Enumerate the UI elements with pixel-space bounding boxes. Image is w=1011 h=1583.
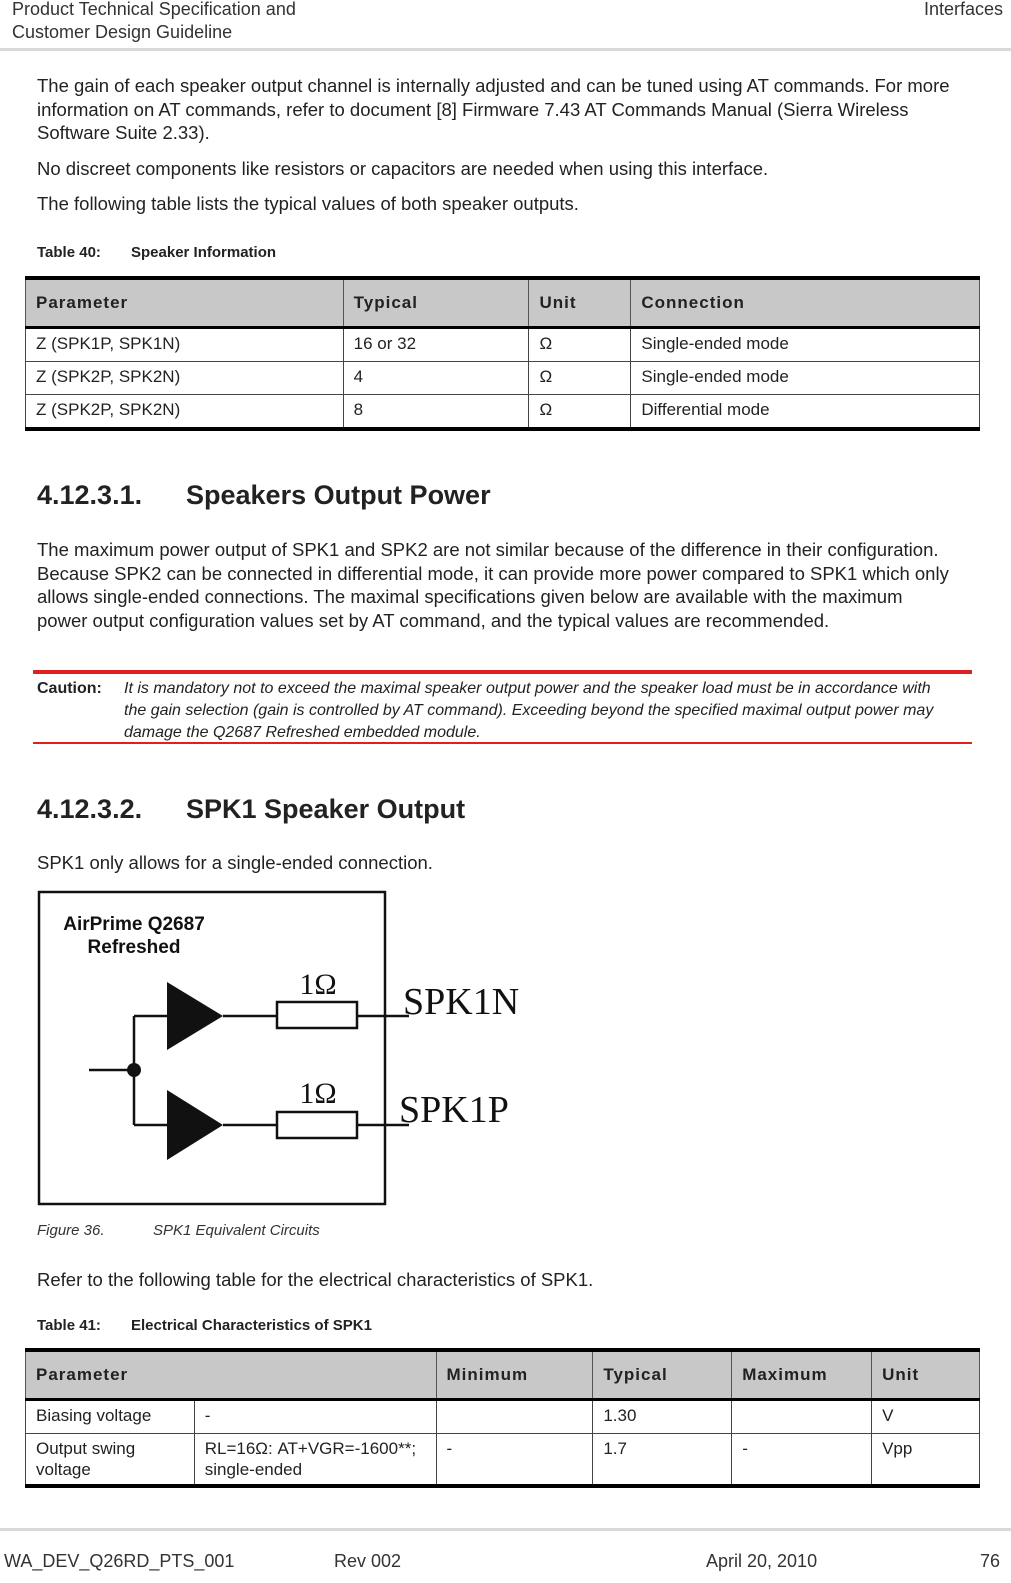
table40-caption-title: Speaker Information — [131, 244, 277, 261]
table41-caption — [37, 1317, 372, 1334]
section1-body: The maximum power output of SPK1 and SPK2 are not similar because of the difference in their configuration. Because SPK2 can be connected in differential mode, it can provide more power compared to SPK1 which only allows single-ended connections. The maximal specifications given below are available with the maximum power output configuration values set by AT command, and the typical values are recommended. — [37, 539, 949, 631]
module-label-line2: Refreshed — [87, 937, 181, 958]
intro-text — [37, 74, 982, 216]
footer-page-number: 76 — [979, 1551, 1000, 1571]
table-header-cell: Minimum — [436, 1350, 593, 1400]
speaker-information-table — [25, 276, 980, 431]
caution-box — [33, 670, 972, 744]
intro-paragraph-2: No discreet components like resistors or capacitors are needed when using this interface. — [37, 157, 769, 179]
page-header — [0, 0, 1011, 51]
section-heading-spk1-speaker-output — [37, 794, 465, 825]
footer-revision: Rev 002 — [334, 1551, 402, 1571]
resistor-top-icon — [277, 1002, 357, 1028]
section2-body: SPK1 only allows for a single-ended connection. — [37, 852, 433, 873]
resistor-bottom-icon — [277, 1112, 357, 1138]
table-cell: Biasing voltage — [26, 1400, 195, 1434]
table-cell: Z (SPK2P, SPK2N) — [26, 362, 344, 395]
amplifier-bottom-icon — [167, 1090, 223, 1160]
table-cell — [436, 1400, 593, 1434]
table40-caption — [37, 244, 276, 261]
intro-paragraph-3: The following table lists the typical values of both speaker outputs. — [37, 193, 579, 214]
table-row — [26, 1400, 980, 1434]
figure36-caption — [37, 1222, 320, 1239]
after-figure-text: Refer to the following table for the electrical characteristics of SPK1. — [37, 1269, 594, 1290]
header-title-line2: Customer Design Guideline — [12, 22, 233, 42]
table-cell: Ω — [529, 328, 631, 362]
table-cell: 16 or 32 — [343, 328, 529, 362]
table-header-cell: Unit — [529, 278, 631, 328]
table-header-row — [26, 1350, 980, 1400]
header-title-line1: Product Technical Specification and — [12, 0, 296, 19]
table40-caption-number: Table 40: — [37, 244, 101, 261]
section-heading-speakers-output-power — [37, 480, 491, 511]
table-cell: Single-ended mode — [631, 328, 980, 362]
table-cell: 1.30 — [593, 1400, 732, 1434]
table-cell: 1.7 — [593, 1434, 732, 1487]
table-cell: - — [194, 1400, 436, 1434]
caution-text: It is mandatory not to exceed the maximal speaker output power and the speaker load must be in accordance with the gain selection (gain is controlled by AT command). Exceeding beyond the specified maximal output power may damage the Q2687 Refreshed embedded module. — [124, 680, 934, 741]
table-cell: Ω — [529, 362, 631, 395]
figure-caption-title: SPK1 Equivalent Circuits — [153, 1222, 320, 1239]
table-header-row — [26, 278, 980, 328]
table-cell: - — [732, 1434, 872, 1487]
table-cell: - — [436, 1434, 593, 1487]
table-header-cell: Unit — [872, 1350, 980, 1400]
section-title: Speakers Output Power — [186, 480, 491, 510]
table-row — [26, 362, 980, 395]
table-cell: Single-ended mode — [631, 362, 980, 395]
caution-label: Caution: — [37, 680, 102, 697]
section-number: 4.12.3.2. — [37, 794, 143, 824]
pin-label-spk1p: SPK1P — [399, 1089, 509, 1131]
table-cell: Z (SPK1P, SPK1N) — [26, 328, 344, 362]
table-header-cell: Maximum — [732, 1350, 872, 1400]
table-cell: 4 — [343, 362, 529, 395]
table-row — [26, 328, 980, 362]
table-cell: V — [872, 1400, 980, 1434]
resistor-top-value: 1Ω — [299, 968, 337, 1001]
spk1-equivalent-circuit-figure — [37, 890, 557, 1210]
table-cell: Vpp — [872, 1434, 980, 1487]
table-cell: Z (SPK2P, SPK2N) — [26, 395, 344, 430]
header-section-name: Interfaces — [923, 0, 1003, 19]
table41-caption-title: Electrical Characteristics of SPK1 — [131, 1317, 372, 1334]
table-row — [26, 1434, 980, 1487]
circuit-diagram — [37, 890, 557, 1210]
table-row — [26, 395, 980, 430]
pin-label-spk1n: SPK1N — [403, 981, 520, 1023]
table-header-cell: Connection — [631, 278, 980, 328]
resistor-bottom-value: 1Ω — [299, 1077, 337, 1110]
spk1-electrical-characteristics-table — [25, 1348, 980, 1488]
footer-date: April 20, 2010 — [706, 1551, 818, 1571]
table-cell: Differential mode — [631, 395, 980, 430]
table-cell: RL=16Ω: AT+VGR=-1600**; single-ended — [194, 1434, 436, 1487]
section-title: SPK1 Speaker Output — [186, 794, 466, 824]
table-header-cell: Typical — [343, 278, 529, 328]
table-header-cell: Parameter — [26, 1350, 437, 1400]
figure-caption-number: Figure 36. — [37, 1222, 105, 1239]
table-header-cell: Typical — [593, 1350, 732, 1400]
table-cell: 8 — [343, 395, 529, 430]
table-cell: Ω — [529, 395, 631, 430]
page-footer — [0, 1528, 1011, 1583]
table-cell: Output swing voltage — [26, 1434, 195, 1487]
section-number: 4.12.3.1. — [37, 480, 143, 510]
table-cell — [732, 1400, 872, 1434]
module-label-line1: AirPrime Q2687 — [63, 914, 205, 935]
table41-caption-number: Table 41: — [37, 1317, 101, 1334]
header-doc-title — [12, 0, 296, 44]
amplifier-top-icon — [167, 982, 223, 1050]
table-header-cell: Parameter — [26, 278, 344, 328]
footer-doc-id: WA_DEV_Q26RD_PTS_001 — [4, 1551, 235, 1571]
intro-paragraph-1: The gain of each speaker output channel is internally adjusted and can be tuned using AT commands. For more information on AT commands, refer to document [8] Firmware 7.43 AT Commands Manual (Sierra Wireless Software Suite 2.33). — [37, 75, 950, 143]
